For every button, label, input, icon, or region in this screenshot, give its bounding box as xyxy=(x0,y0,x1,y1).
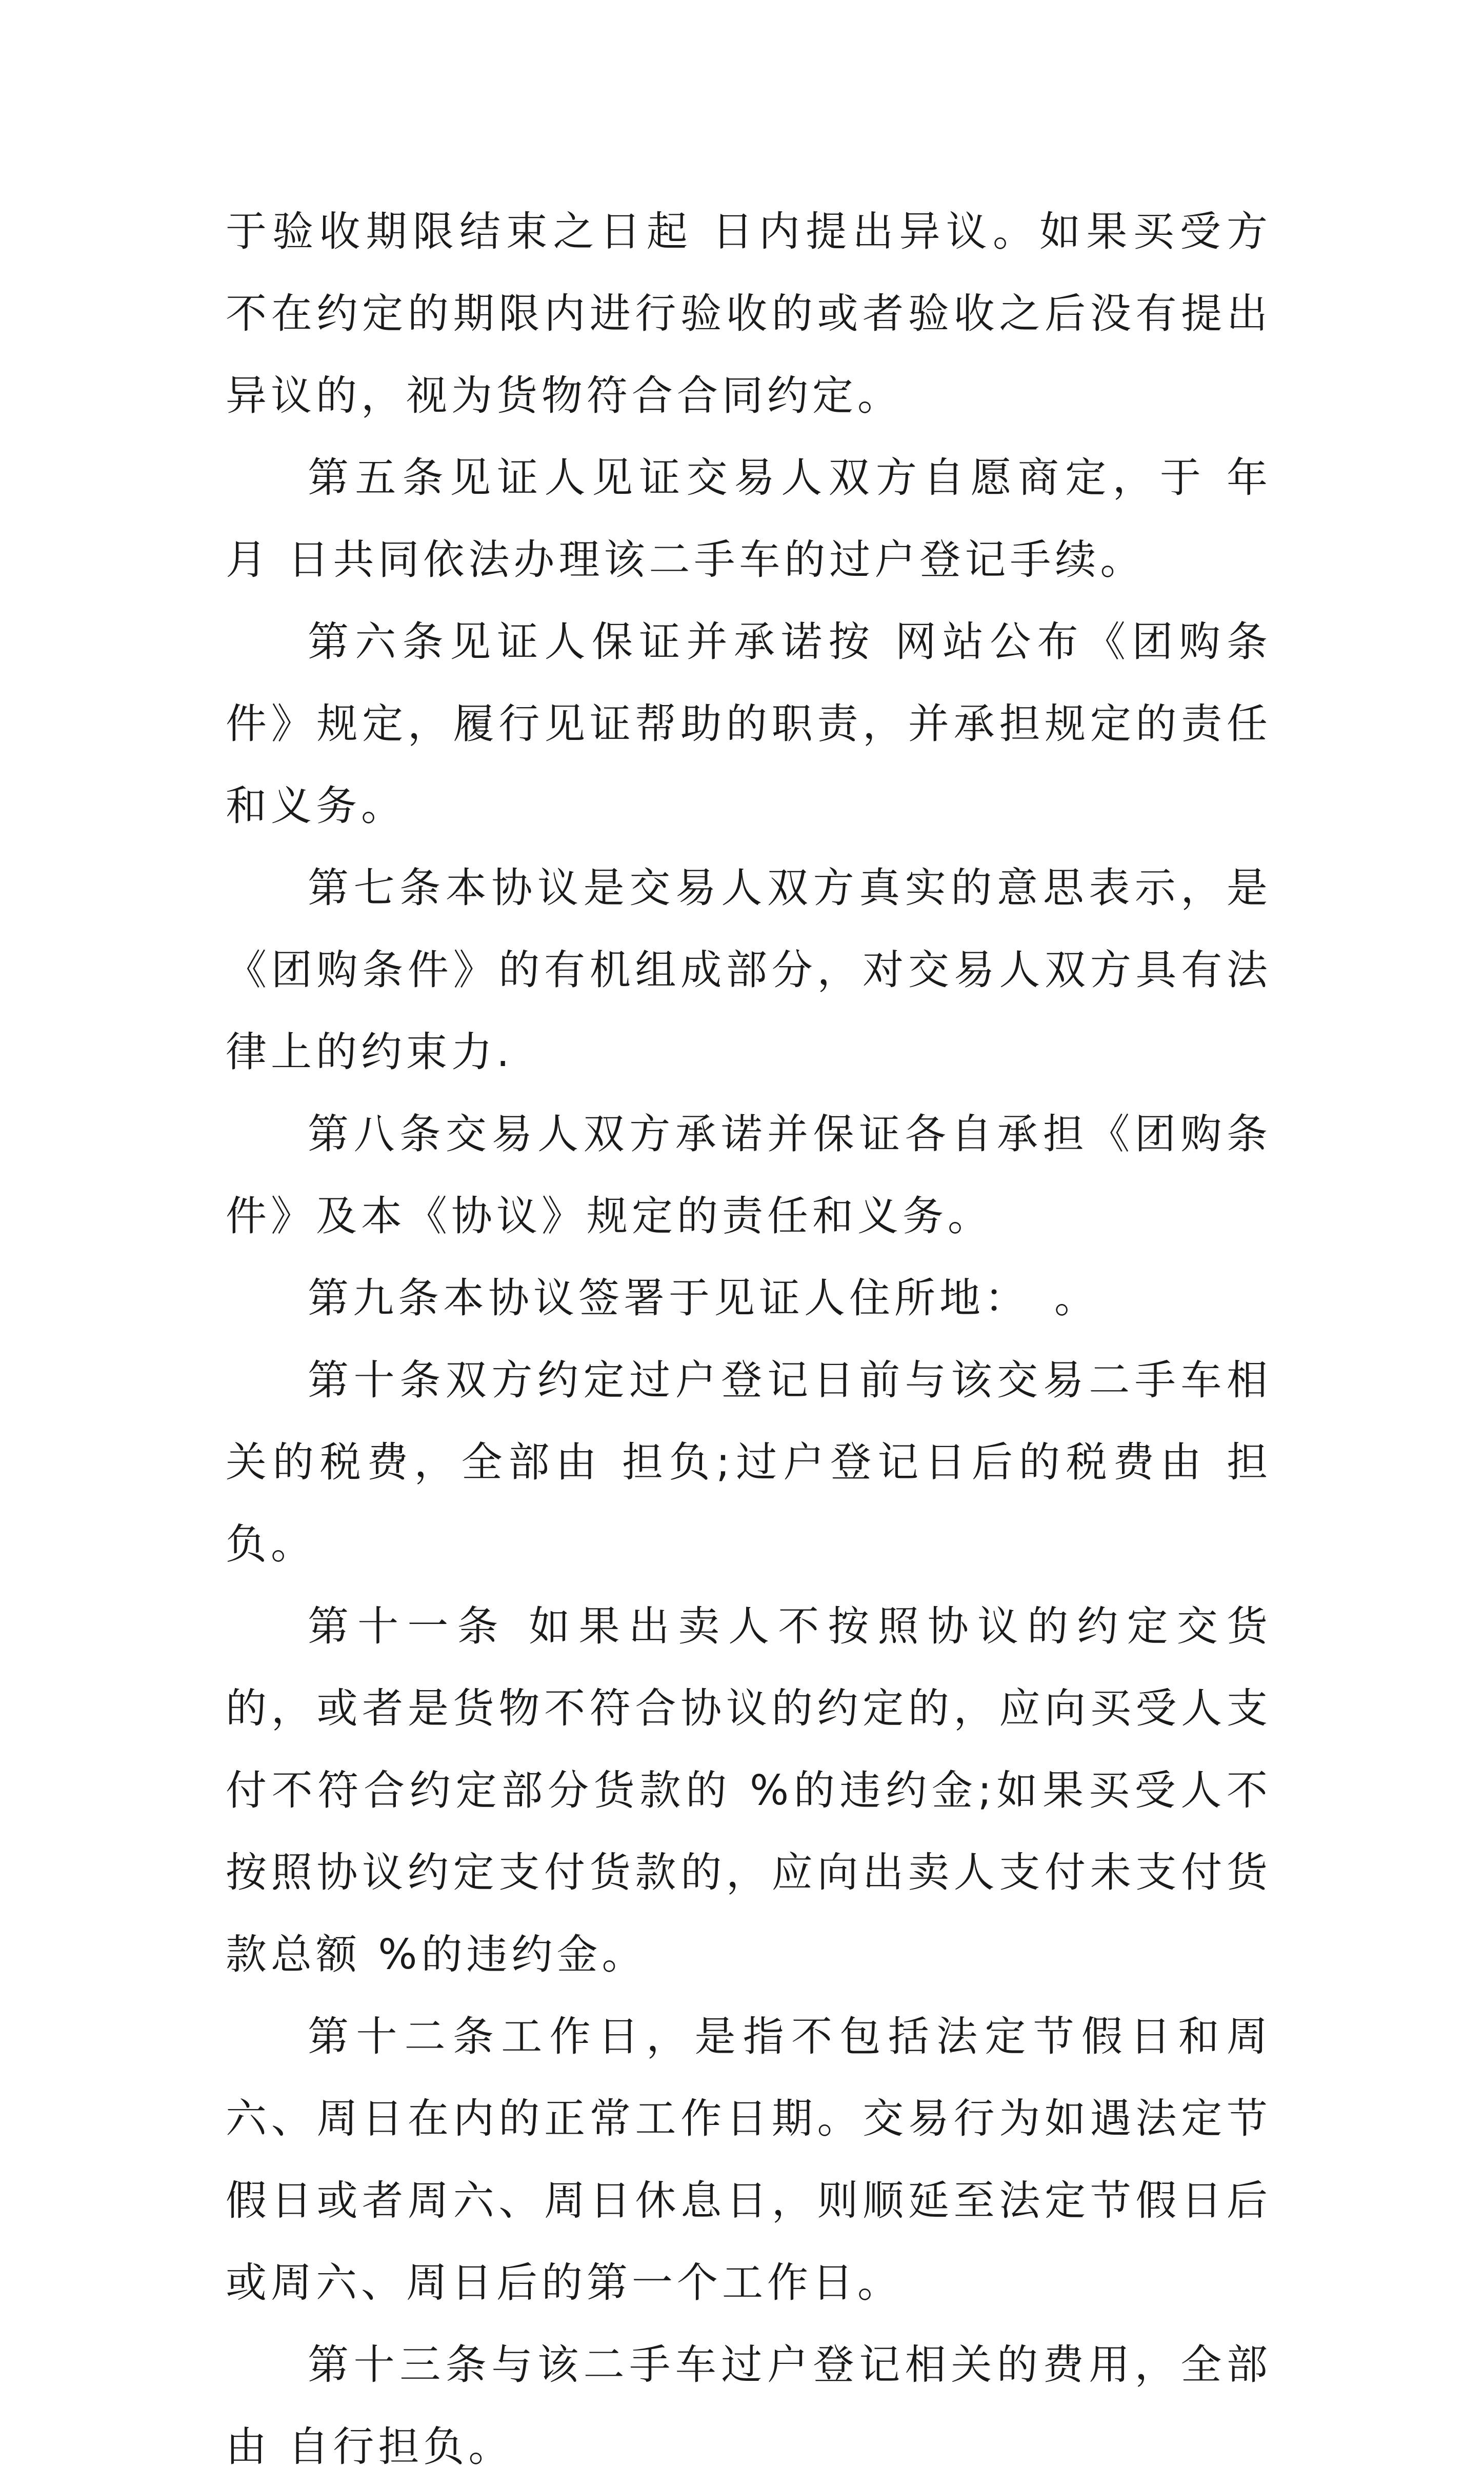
paragraph-article-6: 第六条见证人保证并承诺按 网站公布《团购条件》规定，履行见证帮助的职责，并承担规定的责任和义务。 xyxy=(226,618,1272,830)
paragraph-continuation: 于验收期限结束之日起 日内提出异议。如果买受方不在约定的期限内进行验收的或者验收之后没有提出异议的，视为货物符合合同约定。 xyxy=(226,208,1272,419)
paragraph-article-9: 第九条本协议签署于见证人住所地： 。 xyxy=(308,1274,1099,1322)
document-body xyxy=(226,191,1272,2488)
paragraph-article-11: 第十一条 如果出卖人不按照协议的约定交货的，或者是货物不符合协议的约定的，应向买受人支付不符合约定部分货款的 %的违约金;如果买受人不按照协议约定支付货款的，应向出卖人支付未支付货款总额 %的违约金。 xyxy=(226,1602,1272,1978)
paragraph-article-13: 第十三条与该二手车过户登记相关的费用，全部由 自行担负。 xyxy=(226,2341,1272,2471)
paragraph-article-12: 第十二条工作日，是指不包括法定节假日和周六、周日在内的正常工作日期。交易行为如遇法定节假日或者周六、周日休息日，则顺延至法定节假日后或周六、周日后的第一个工作日。 xyxy=(226,2013,1272,2306)
paragraph-article-10: 第十条双方约定过户登记日前与该交易二手车相关的税费，全部由 担负;过户登记日后的税费由 担负。 xyxy=(226,1356,1272,1568)
paragraph-article-7: 第七条本协议是交易人双方真实的意思表示，是《团购条件》的有机组成部分，对交易人双方具有法律上的约束力. xyxy=(226,864,1272,1076)
paragraph-article-8: 第八条交易人双方承诺并保证各自承担《团购条件》及本《协议》规定的责任和义务。 xyxy=(226,1110,1272,1240)
paragraph-article-5: 第五条见证人见证交易人双方自愿商定，于 年 月 日共同依法办理该二手车的过户登记手续。 xyxy=(226,454,1272,584)
